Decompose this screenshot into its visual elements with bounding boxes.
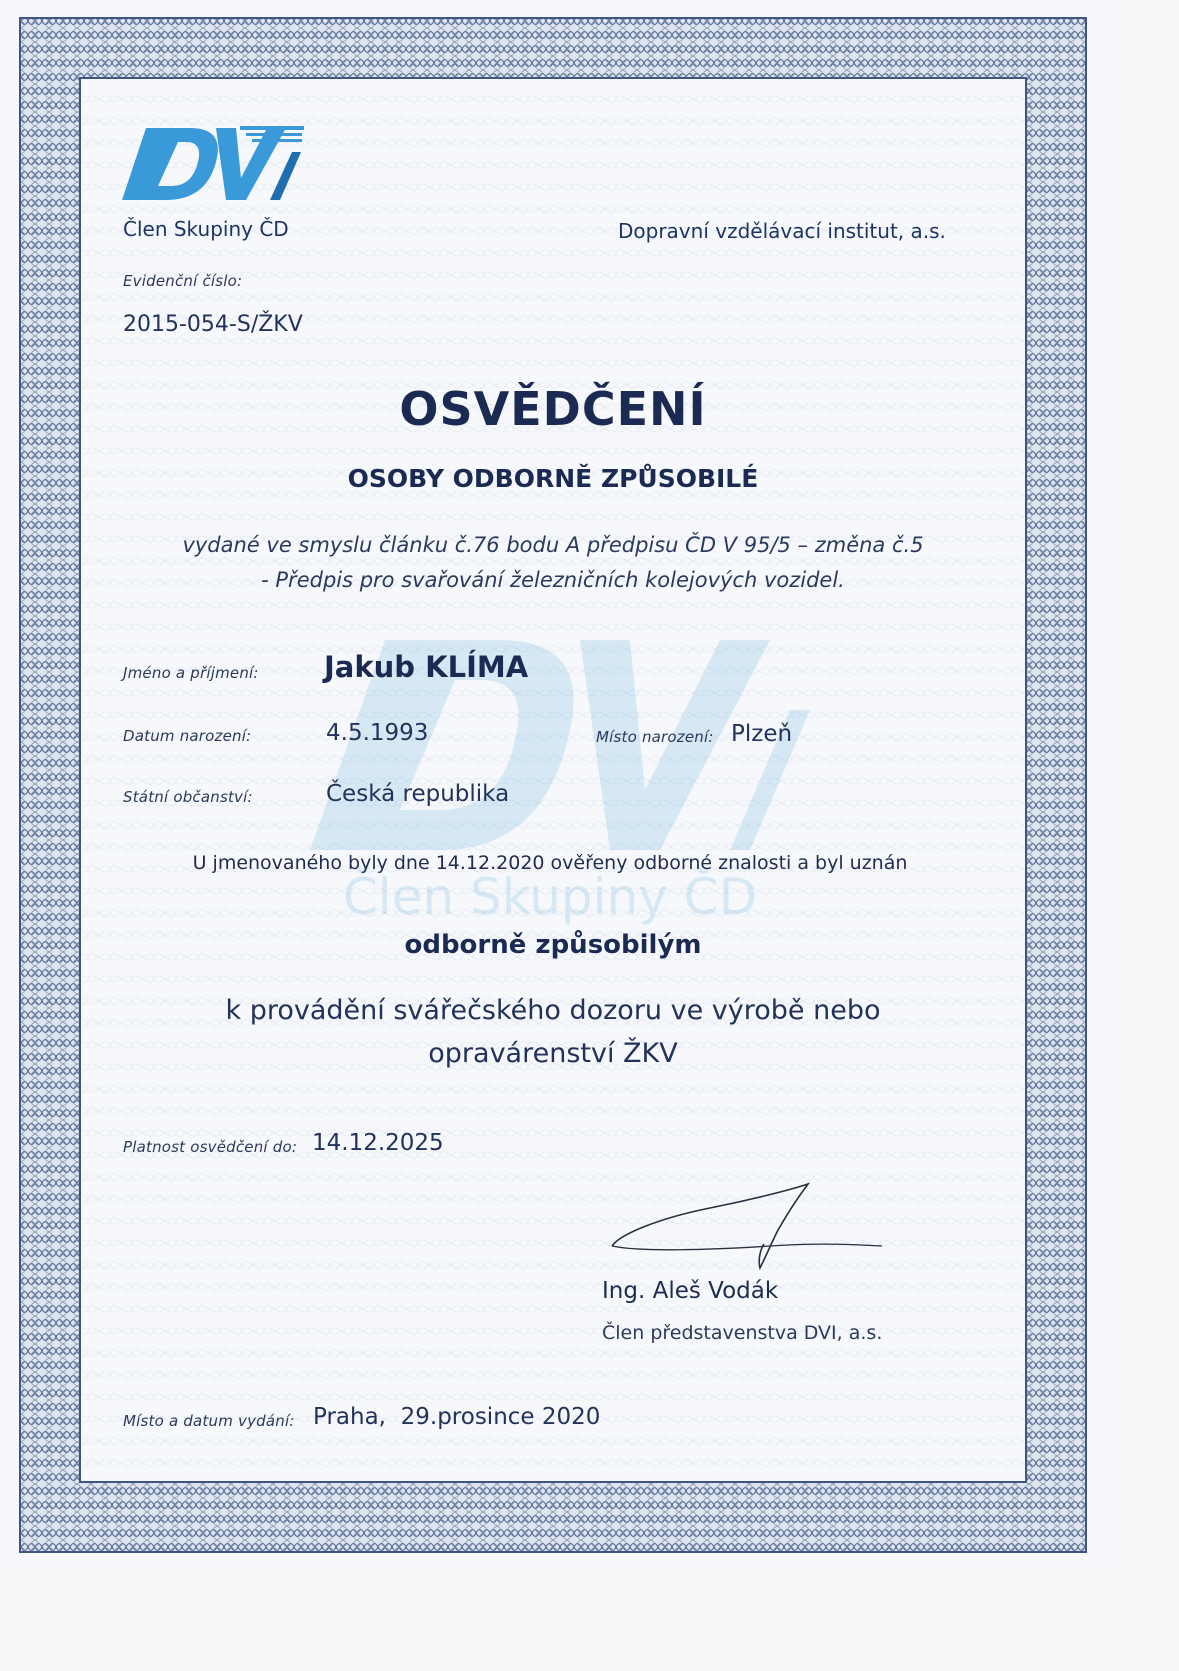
legal-basis-line2: - Předpis pro svařování železničních kolejových vozidel. [261,568,845,592]
purpose-line2: opravárenství ŽKV [428,1038,678,1069]
validity-label: Platnost osvědčení do: [123,1138,298,1156]
dvi-logo-mark [120,124,310,202]
name-label: Jméno a příjmení: [123,664,259,682]
record-number: 2015-054-S/ŽKV [123,312,303,337]
page-subtitle: OSOBY ODBORNĚ ZPŮSOBILÉ [347,464,759,493]
statement-line: U jmenovaného byly dne 14.12.2020 ověřeny odborné znalosti a byl uznán [192,852,908,874]
logo-subtitle: Člen Skupiny ČD [123,217,289,241]
dvi-logo [120,124,310,202]
signatory-role: Člen představenstva DVI, a.s. [602,1322,883,1344]
issue-label: Místo a datum vydání: [123,1412,295,1430]
signature [600,1170,900,1280]
purpose-line1: k provádění svářečského dozoru ve výrobě nebo [225,995,881,1026]
watermark-text: Člen Skupiny ČD [342,868,758,926]
signatory-name: Ing. Aleš Vodák [602,1278,779,1304]
record-label: Evidenční číslo: [123,272,243,290]
citizenship: Česká republika [326,781,510,807]
issue-place-date: Praha, 29.prosince 2020 [313,1404,601,1430]
statement-bold: odborně způsobilým [404,930,702,960]
citizenship-label: Státní občanství: [123,788,253,806]
validity-date: 14.12.2025 [312,1130,444,1156]
birth-date-label: Datum narození: [123,727,252,745]
person-name: Jakub KLÍMA [324,650,529,684]
birth-place-label: Místo narození: [596,728,714,746]
birth-place: Plzeň [731,721,793,747]
page-title: OSVĚDČENÍ [399,382,707,436]
issuer-name: Dopravní vzdělávací institut, a.s. [618,219,946,243]
legal-basis-line1: vydané ve smyslu článku č.76 bodu A předpisu ČD V 95/5 – změna č.5 [182,533,924,557]
birth-date: 4.5.1993 [326,720,429,746]
